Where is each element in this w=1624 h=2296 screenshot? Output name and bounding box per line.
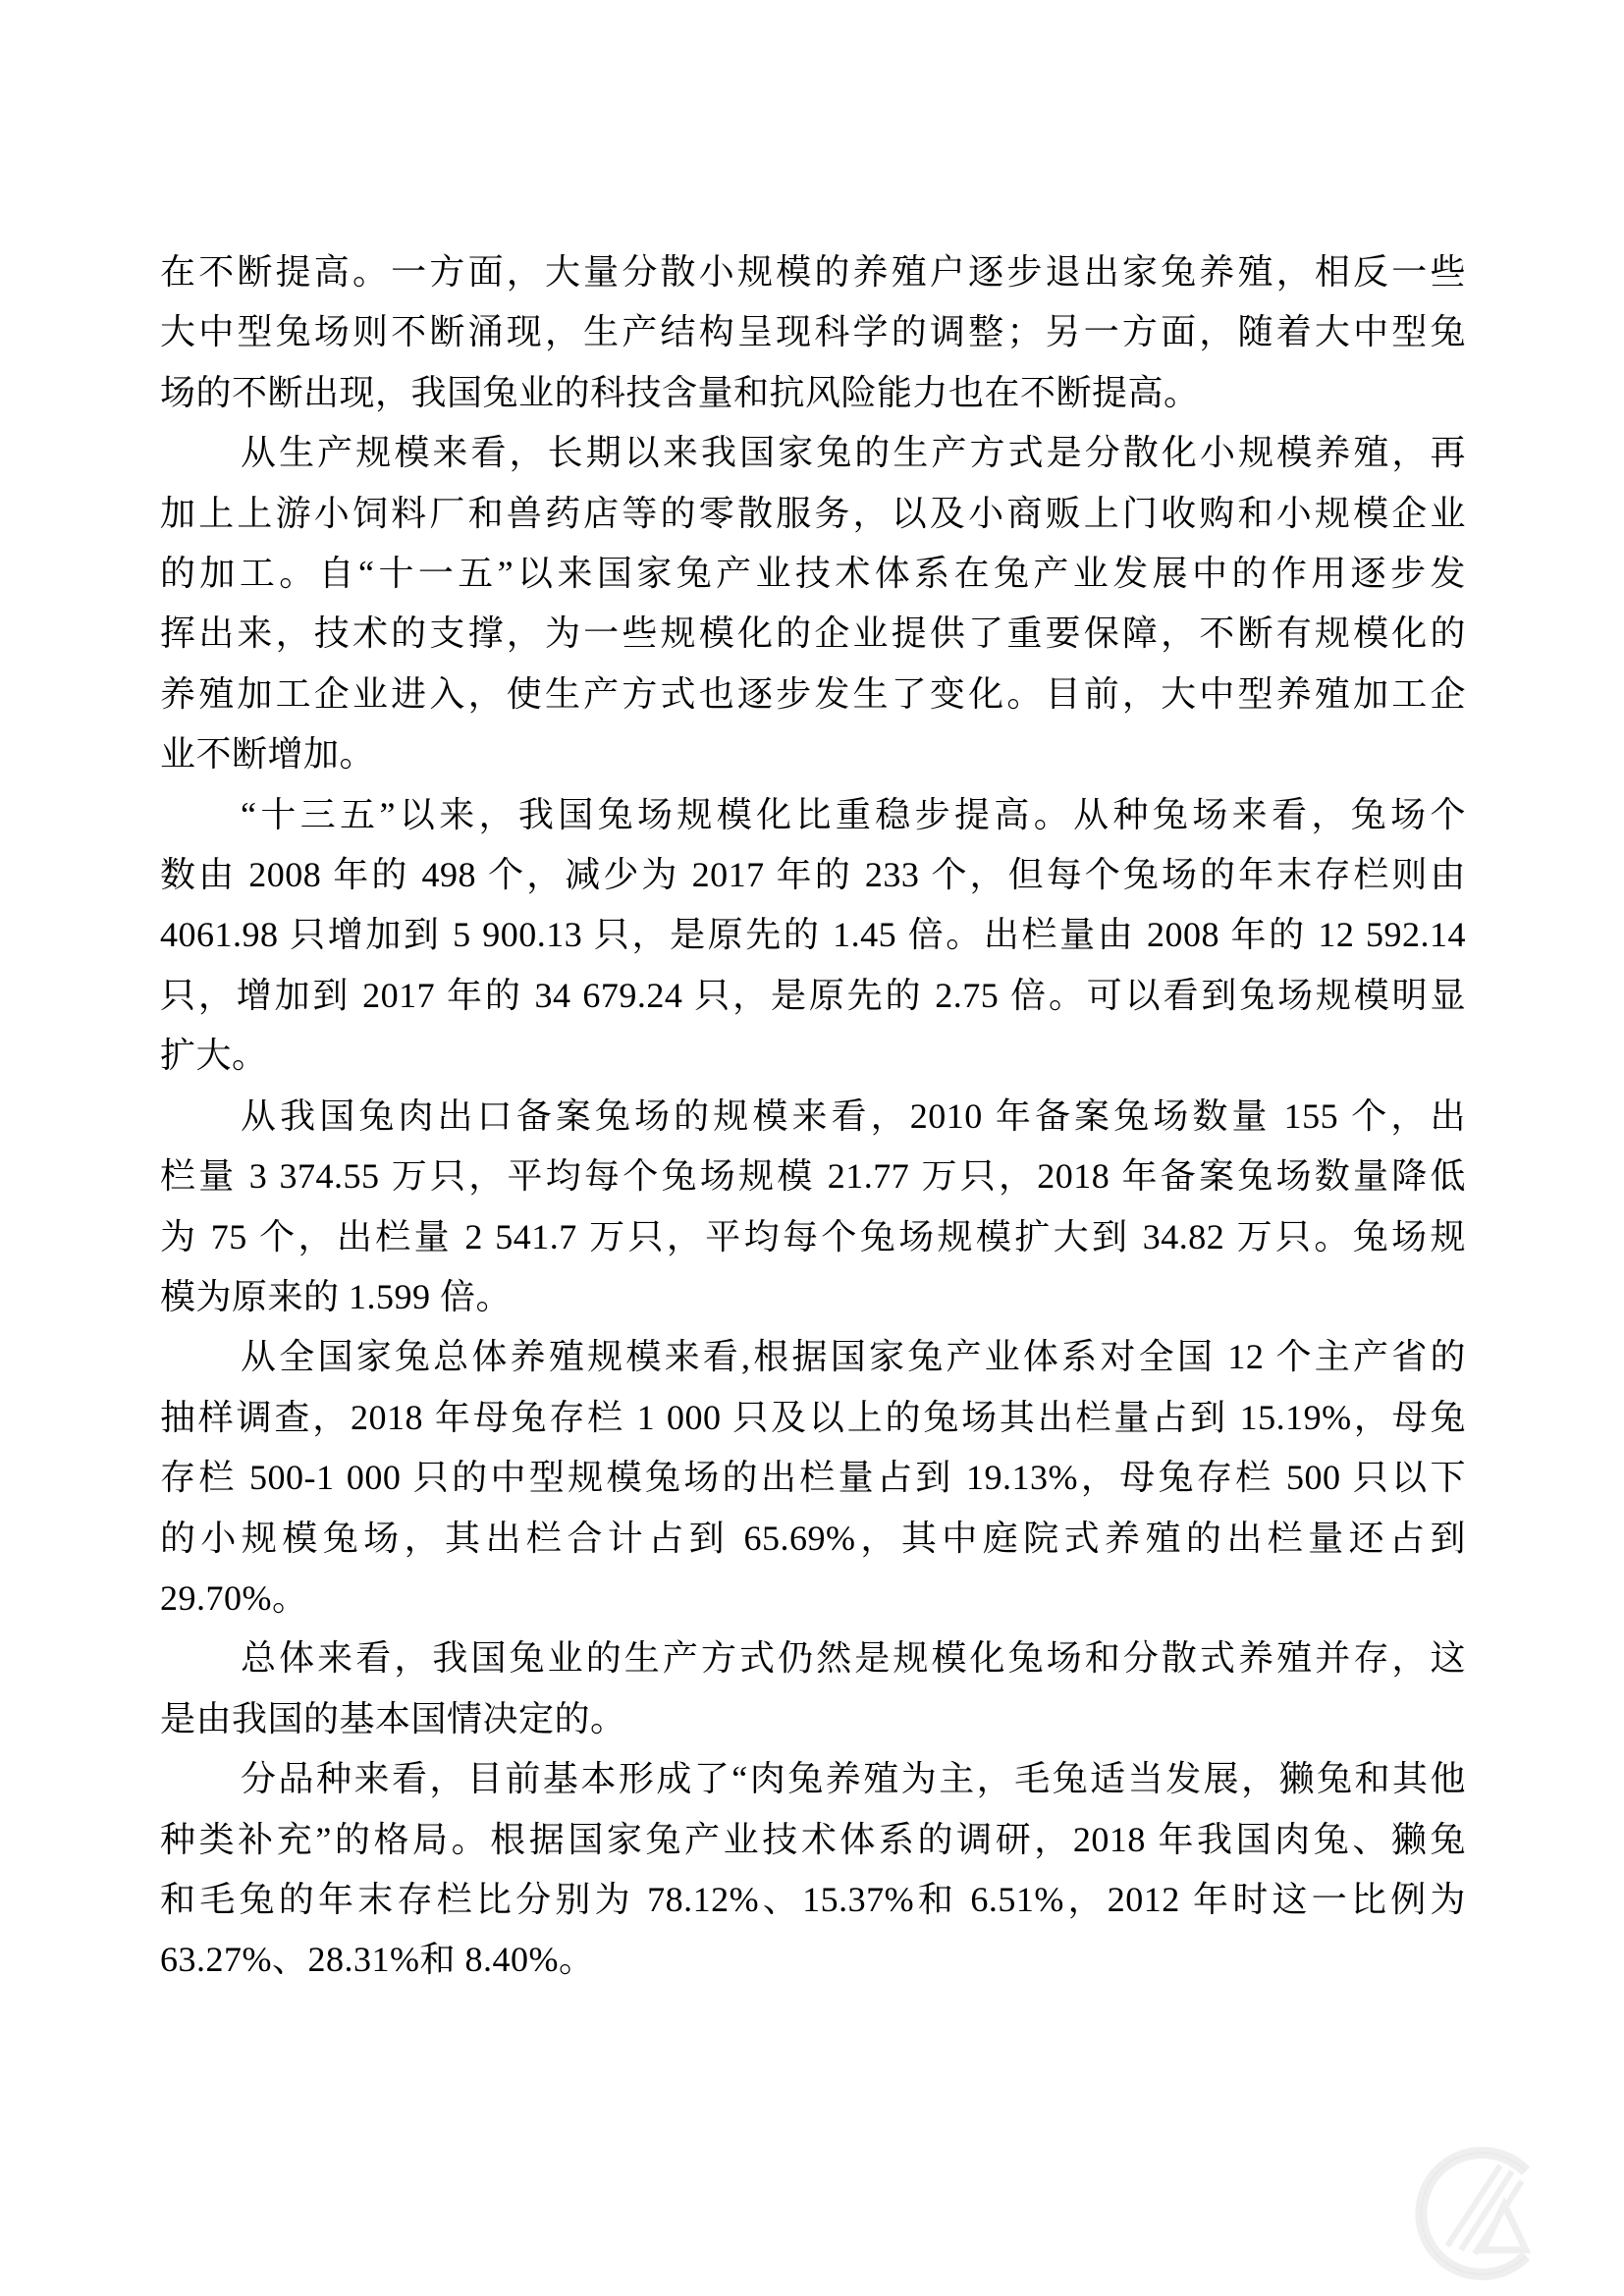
text-line: 63.27%、28.31%和 8.40%。 [160, 1940, 595, 1980]
text-line: 从全国家兔总体养殖规模来看,根据国家兔产业体系对全国 12 个主产省的 [241, 1337, 1466, 1377]
text-line: 是由我国的基本国情决定的。 [160, 1698, 626, 1738]
text-line: 4061.98 只增加到 5 900.13 只，是原先的 1.45 倍。出栏量由 2008 年的 12 592.14 [160, 915, 1466, 955]
text-line: 业不断增加。 [160, 734, 376, 774]
text-line: 从生产规模来看，长期以来我国家兔的生产方式是分散化小规模养殖，再 [241, 433, 1466, 473]
text-line: 分品种来看，目前基本形成了“肉兔养殖为主，毛兔适当发展，獭兔和其他 [241, 1759, 1466, 1799]
text-line: 数由 2008 年的 498 个，减少为 2017 年的 233 个，但每个兔场的年末存栏则由 [160, 855, 1466, 895]
text-line: 栏量 3 374.55 万只，平均每个兔场规模 21.77 万只，2018 年备案兔场数量降低 [160, 1156, 1466, 1197]
text-line: 种类补充”的格局。根据国家兔产业技术体系的调研，2018 年我国肉兔、獭兔 [160, 1819, 1466, 1859]
text-line: 为 75 个，出栏量 2 541.7 万只，平均每个兔场规模扩大到 34.82 万只。兔场规 [160, 1216, 1466, 1256]
text-line: 大中型兔场则不断涌现，生产结构呈现科学的调整；另一方面，随着大中型兔 [160, 312, 1466, 352]
document-body [160, 242, 1466, 1991]
text-line: 扩大。 [160, 1036, 268, 1076]
text-line: 养殖加工企业进入，使生产方式也逐步发生了变化。目前，大中型养殖加工企 [160, 673, 1466, 714]
text-line: 从我国兔肉出口备案兔场的规模来看，2010 年备案兔场数量 155 个，出 [241, 1095, 1466, 1136]
text-line: 的加工。自“十一五”以来国家兔产业技术体系在兔产业发展中的作用逐步发 [160, 554, 1466, 594]
text-line: 模为原来的 1.599 倍。 [160, 1276, 513, 1316]
text-line: 挥出来，技术的支撑，为一些规模化的企业提供了重要保障，不断有规模化的 [160, 614, 1466, 654]
text-line: 29.70%。 [160, 1577, 308, 1618]
text-line: 总体来看，我国兔业的生产方式仍然是规模化兔场和分散式养殖并存，这 [241, 1638, 1466, 1679]
text-line: 抽样调查，2018 年母兔存栏 1 000 只及以上的兔场其出栏量占到 15.19%，母兔 [160, 1397, 1466, 1437]
text-line: 加上上游小饲料厂和兽药店等的零散服务，以及小商贩上门收购和小规模企业 [160, 493, 1466, 533]
text-line: 存栏 500-1 000 只的中型规模兔场的出栏量占到 19.13%，母兔存栏 500 只以下 [160, 1458, 1466, 1498]
text-line: 在不断提高。一方面，大量分散小规模的养殖户逐步退出家兔养殖，相反一些 [160, 252, 1466, 292]
watermark-logo-icon [1410, 2140, 1557, 2287]
text-line: 只，增加到 2017 年的 34 679.24 只，是原先的 2.75 倍。可以看到兔场规模明显 [160, 975, 1466, 1015]
text-line: 的小规模兔场，其出栏合计占到 65.69%，其中庭院式养殖的出栏量还占到 [160, 1518, 1466, 1558]
text-line: “十三五”以来，我国兔场规模化比重稳步提高。从种兔场来看，兔场个 [241, 794, 1466, 834]
text-line: 场的不断出现，我国兔业的科技含量和抗风险能力也在不断提高。 [160, 372, 1200, 412]
text-line: 和毛兔的年末存栏比分别为 78.12%、15.37%和 6.51%，2012 年时这一比例为 [160, 1879, 1466, 1919]
